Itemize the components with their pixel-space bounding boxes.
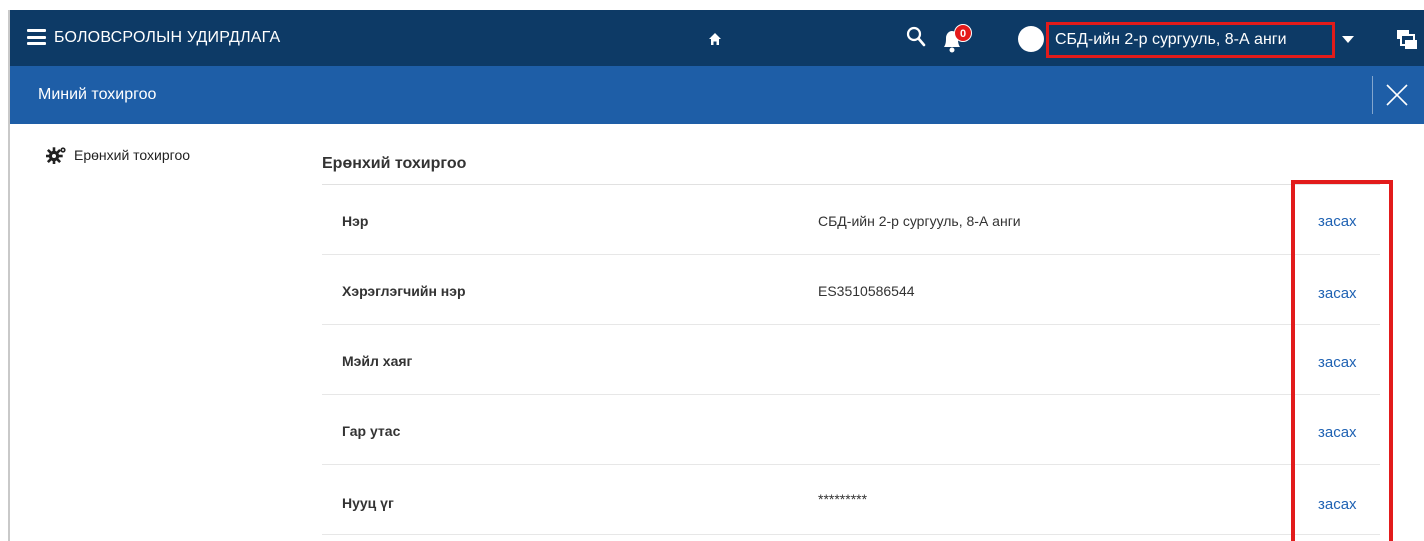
panel-header [10, 66, 1424, 124]
edit-link[interactable]: засах [1318, 285, 1357, 302]
row-value: ES3510586544 [818, 283, 915, 299]
row-value: СБД-ийн 2-р сургууль, 8-А анги [818, 213, 1021, 229]
row-divider [322, 534, 1380, 535]
user-menu-button[interactable]: СБД-ийн 2-р сургууль, 8-А анги [1046, 22, 1335, 58]
row-label: Нууц үг [342, 495, 394, 511]
row-label: Гар утас [342, 423, 401, 439]
notification-badge: 0 [954, 24, 972, 42]
edit-link[interactable]: засах [1318, 213, 1357, 230]
row-label: Нэр [342, 213, 369, 229]
divider [1372, 76, 1373, 114]
row-label: Мэйл хаяг [342, 353, 413, 369]
gear-icon [46, 146, 68, 164]
row-value: ********* [818, 491, 868, 507]
edit-link[interactable]: засах [1318, 354, 1357, 371]
top-navigation-bar [10, 10, 1424, 66]
caret-down-icon[interactable] [1342, 36, 1354, 43]
settings-row-email [322, 325, 1380, 395]
menu-icon[interactable] [27, 29, 46, 45]
panel-title: Миний тохиргоо [38, 86, 157, 103]
edit-link[interactable]: засах [1318, 496, 1357, 513]
close-icon[interactable] [1384, 82, 1410, 108]
settings-row-username [322, 255, 1380, 325]
app-title[interactable]: БОЛОВСРОЛЫН УДИРДЛАГА [54, 29, 281, 46]
search-icon[interactable] [905, 25, 927, 49]
edit-link[interactable]: засах [1318, 424, 1357, 441]
settings-row-name [322, 185, 1380, 255]
home-icon[interactable] [708, 32, 722, 46]
sidebar-item-general-settings[interactable] [46, 146, 190, 164]
settings-row-password [322, 465, 1380, 535]
section-title: Ерөнхий тохиргоо [322, 155, 467, 172]
avatar[interactable] [1018, 26, 1044, 52]
row-label: Хэрэглэгчийн нэр [342, 283, 466, 299]
notifications-button[interactable] [940, 24, 978, 52]
settings-row-phone [322, 395, 1380, 465]
stack-icon[interactable] [1396, 28, 1418, 50]
window-frame [0, 0, 10, 541]
sidebar-item-label: Ерөнхий тохиргоо [74, 147, 191, 163]
